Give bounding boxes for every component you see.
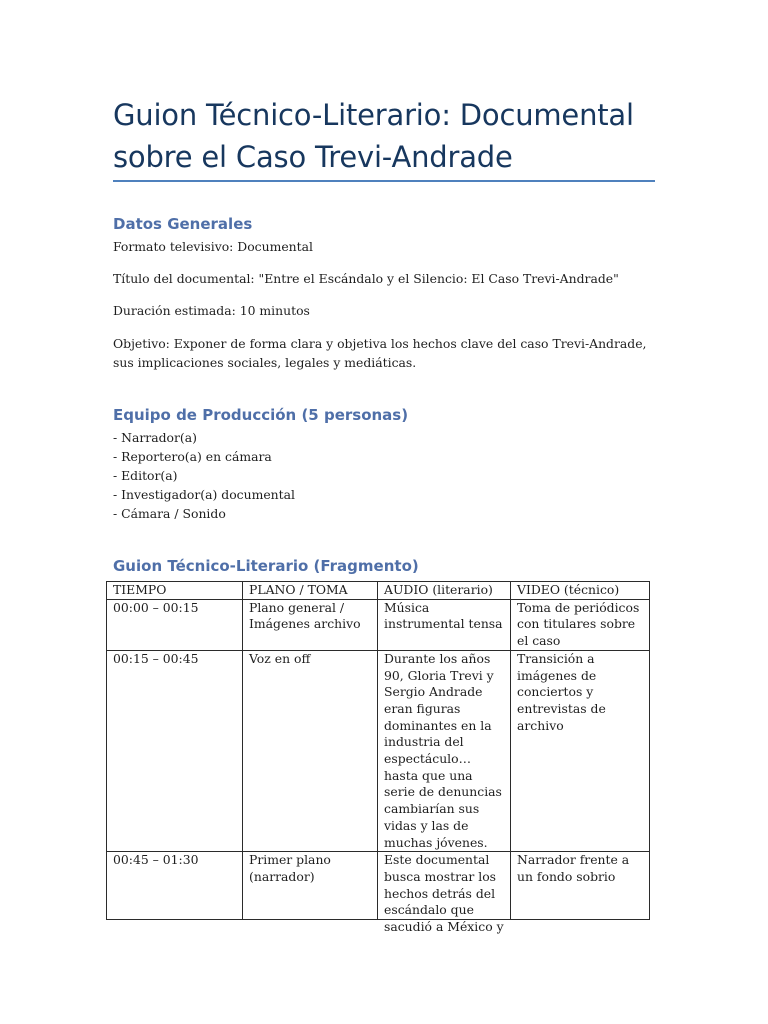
equipo-list xyxy=(113,428,295,523)
titulo-text: Título del documental: "Entre el Escándalo y el Silencio: El Caso Trevi-Andrade" xyxy=(113,271,619,286)
table-row xyxy=(107,599,650,650)
cell-text: Primer plano (narrador) xyxy=(249,852,331,884)
document-title: Guion Técnico-Literario: Documental sobre el Caso Trevi-Andrade xyxy=(113,98,634,174)
cell-text: Narrador frente a un fondo sobrio xyxy=(517,852,630,884)
cell-plano: Plano general / Imágenes archivo xyxy=(243,599,378,650)
cell-audio: Música instrumental tensa xyxy=(378,599,511,650)
cell-tiempo: 00:00 – 00:15 xyxy=(107,599,243,650)
cell-text: Este documental busca mostrar los hechos detrás del escándalo que sacudió a México y xyxy=(384,852,504,935)
cell-tiempo: 00:15 – 00:45 xyxy=(107,650,243,851)
guion-table xyxy=(106,581,650,935)
cell-plano xyxy=(243,852,378,920)
table-header-row xyxy=(107,582,650,600)
cell-plano: Voz en off xyxy=(243,650,378,851)
table-row xyxy=(107,852,650,920)
heading-guion: Guion Técnico-Literario (Fragmento) xyxy=(113,557,419,575)
list-item: - Editor(a) xyxy=(113,468,178,483)
heading-equipo: Equipo de Producción (5 personas) xyxy=(113,406,409,424)
column-header-plano: PLANO / TOMA xyxy=(243,582,378,600)
column-header-video: VIDEO (técnico) xyxy=(511,582,650,600)
formato-text: Formato televisivo: Documental xyxy=(113,239,313,254)
list-item: - Reportero(a) en cámara xyxy=(113,449,272,464)
cell-audio: Durante los años 90, Gloria Trevi y Sergio Andrade eran figuras dominantes en la industria del espectáculo… hasta que una serie de denuncias cambiarían sus vidas y las de muchas jóvenes. xyxy=(378,650,511,851)
list-item: - Investigador(a) documental xyxy=(113,487,295,502)
cell-text: 00:45 – 01:30 xyxy=(113,852,199,868)
cell-tiempo xyxy=(107,852,243,920)
duracion-text: Duración estimada: 10 minutos xyxy=(113,303,310,318)
cell-audio xyxy=(378,852,511,935)
cell-video: Transición a imágenes de conciertos y entrevistas de archivo xyxy=(511,650,650,851)
cell-video: Toma de periódicos con titulares sobre el caso xyxy=(511,599,650,650)
table-row xyxy=(107,650,650,851)
objetivo-text: Objetivo: Exponer de forma clara y objetiva los hechos clave del caso Trevi-Andrade, sus implicaciones sociales, legales y mediáticas. xyxy=(113,336,647,370)
title-divider xyxy=(113,180,655,182)
list-item: - Narrador(a) xyxy=(113,430,197,445)
column-header-tiempo: TIEMPO xyxy=(107,582,243,600)
cell-video xyxy=(511,852,650,920)
list-item: - Cámara / Sonido xyxy=(113,506,226,521)
heading-datos-generales: Datos Generales xyxy=(113,215,253,233)
column-header-audio: AUDIO (literario) xyxy=(378,582,511,600)
